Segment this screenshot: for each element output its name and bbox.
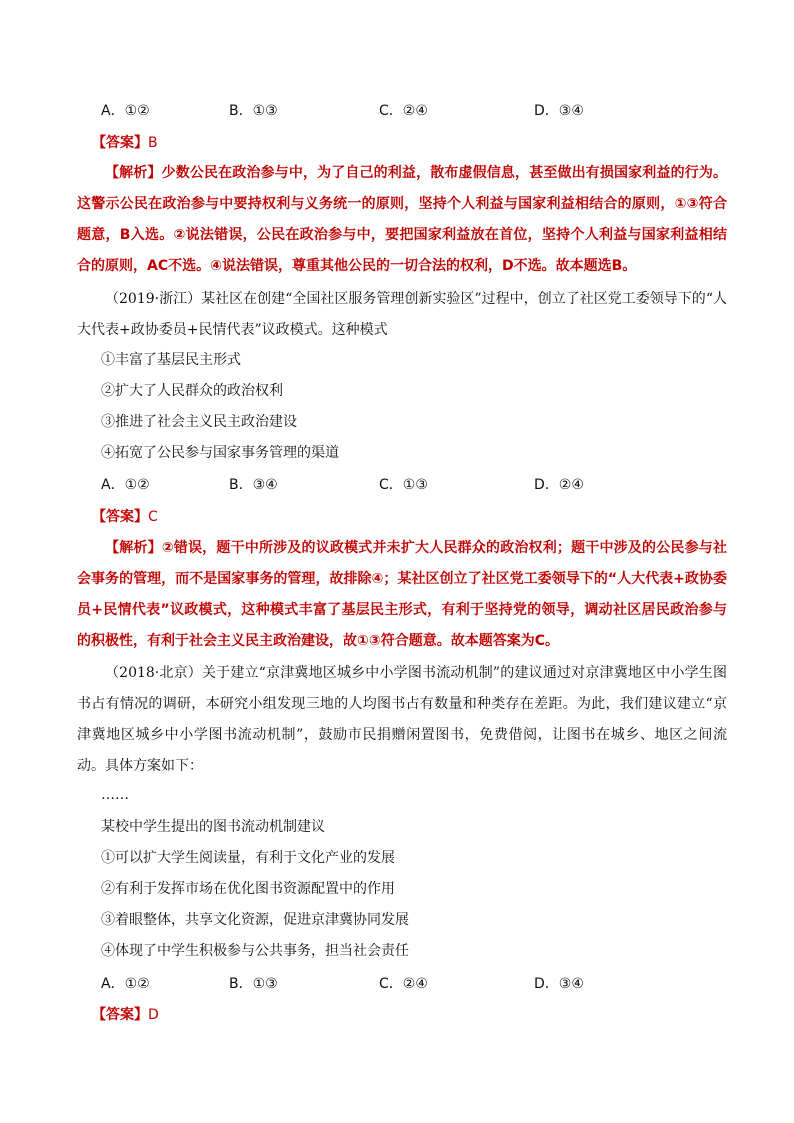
option-a: A．①② — [101, 103, 150, 119]
q2-explanation — [77, 533, 727, 657]
q2-answer — [92, 507, 158, 527]
q1-explanation — [77, 158, 727, 282]
q3-answer — [92, 1005, 159, 1025]
q3-options — [101, 974, 721, 994]
option-d: D．②④ — [534, 477, 584, 493]
q2-stem: （2019·浙江）某社区在创建“全国社区服务管理创新实验区”过程中，创立了社区党工委领导下的“人大代表+政协委员+民情代表”议政模式。这种模式 — [77, 291, 727, 338]
q1-options — [101, 101, 721, 121]
q2-options — [101, 475, 721, 495]
q3-ellipsis: …… — [101, 787, 129, 803]
explanation-text: 少数公民在政治参与中，为了自己的利益，散布虚假信息，甚至做出有损国家利益的行为。这警示公民在政治参与中要持权利与义务统一的原则，坚持个人利益与国家利益相结合的原则，①③符合题意，B入选。②说法错误，公民在政治参与中，要把国家利益放在首位，坚持个人利益与国家利益相结合的原则，AC不选。④说法错误，尊重其他公民的一切合法的权利，D不选。故本题选B。 — [77, 165, 728, 274]
answer-label: 【答案】 — [92, 135, 148, 151]
q2-item-4: ④拓宽了公民参与国家事务管理的渠道 — [101, 445, 339, 461]
q3-item-3: ③着眼整体，共享文化资源，促进京津冀协同发展 — [101, 912, 409, 928]
explanation-text: ②错误，题干中所涉及的议政模式并未扩大人民群众的政治权利；题干中涉及的公民参与社会事务的管理，而不是国家事务的管理，故排除④；某社区创立了社区党工委领导下的“人大代表+政协委员+民情代表”议政模式，这种模式丰富了基层民主形式，有利于坚持党的领导，调动社区居民政治参与的积极性，有利于社会主义民主政治建设，故①③符合题意。故本题答案为C。 — [77, 540, 728, 649]
explanation-label: 【解析】 — [105, 165, 162, 181]
option-b: B．①③ — [229, 103, 278, 119]
option-b: B．①③ — [229, 976, 278, 992]
q3-item-2: ②有利于发挥市场在优化图书资源配置中的作用 — [101, 881, 395, 897]
answer-label: 【答案】 — [92, 509, 148, 525]
option-c: C．①③ — [379, 477, 428, 493]
option-d: D．③④ — [534, 103, 584, 119]
answer-value: B — [148, 135, 158, 151]
answer-value: C — [148, 509, 158, 525]
answer-value: D — [148, 1007, 159, 1023]
option-b: B．③④ — [229, 477, 278, 493]
q3-item-4: ④体现了中学生积极参与公共事务，担当社会责任 — [101, 943, 409, 959]
option-d: D．③④ — [534, 976, 584, 992]
answer-label: 【答案】 — [92, 1007, 148, 1023]
explanation-label: 【解析】 — [105, 540, 162, 556]
q2-item-3: ③推进了社会主义民主政治建设 — [101, 414, 297, 430]
q2-item-1: ①丰富了基层民主形式 — [101, 352, 241, 368]
q3-stem: （2018·北京）关于建立“京津冀地区城乡中小学图书流动机制”的建议通过对京津冀地区中小学生图书占有情况的调研，本研究小组发现三地的人均图书占有数量和种类存在差距。为此，我们建议建立“京津冀地区城乡中小学图书流动机制”，鼓励市民捐赠闲置图书，免费借阅，让图书在城乡、地区之间流动。具体方案如下： — [77, 665, 727, 774]
q3-subtitle: 某校中学生提出的图书流动机制建议 — [101, 819, 325, 835]
option-c: C．②④ — [379, 976, 428, 992]
q1-answer — [92, 133, 158, 153]
q2-item-2: ②扩大了人民群众的政治权利 — [101, 383, 283, 399]
option-c: C．②④ — [379, 103, 428, 119]
q3-item-1: ①可以扩大学生阅读量，有利于文化产业的发展 — [101, 850, 395, 866]
option-a: A．①② — [101, 477, 150, 493]
option-a: A．①② — [101, 976, 150, 992]
